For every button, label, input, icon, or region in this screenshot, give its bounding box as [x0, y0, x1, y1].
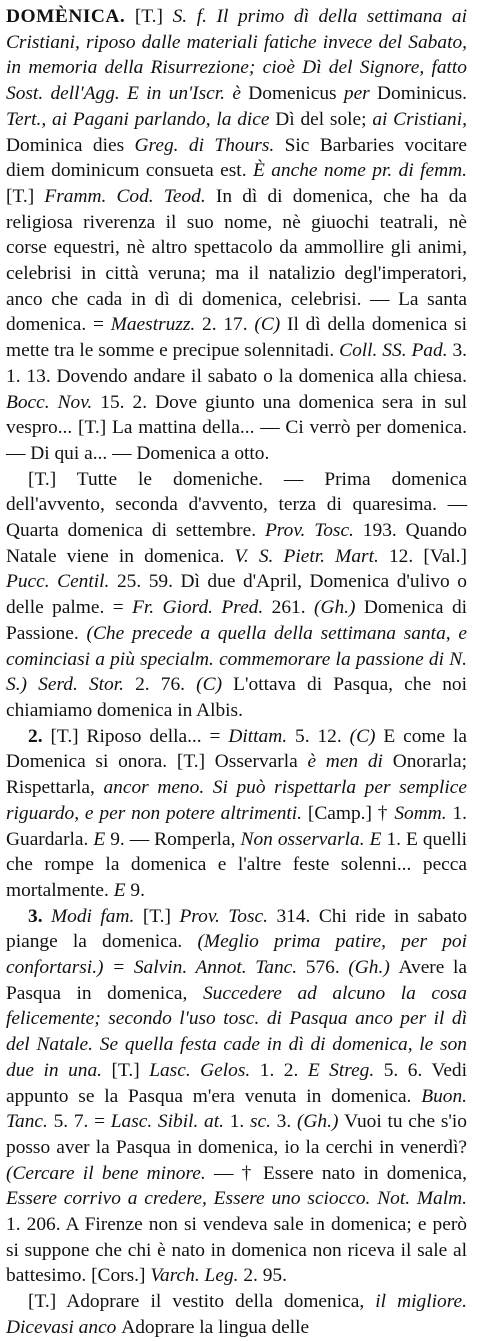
text-run: 1. E quelli che rompe la domenica e l'altre feste solenni... pecca mortalmente.	[6, 828, 467, 901]
italic-text-run: Prov. Tosc.	[264, 520, 363, 542]
text-run: Avere la Pasqua in domenica,	[6, 957, 467, 1004]
italic-text-run: E	[113, 879, 131, 901]
italic-text-run: Buon. Tanc.	[6, 1085, 467, 1133]
italic-text-run: (Gh.)	[313, 597, 364, 619]
text-run: [T.]	[6, 185, 45, 207]
italic-text-run: (Gh.)	[296, 1111, 345, 1133]
text-run: [T.]	[142, 905, 180, 927]
italic-text-run: Non osservarla. E	[240, 828, 387, 850]
italic-text-run: Essere corrivo a credere, Essere uno sciocco. Not. Malm.	[6, 1188, 467, 1210]
italic-text-run: È anche nome pr. di femm.	[252, 160, 467, 182]
italic-text-run: (C)	[196, 674, 234, 696]
text-run: Sic Barbaries vocitare diem dominicum consueta est.	[6, 134, 467, 182]
italic-text-run: Bocc. Nov.	[6, 391, 101, 413]
text-run: 1. 206. A Firenze non si vendeva sale in domenica; e però si suppone che chi è nato in domenica non riceva il sale al battesimo. [Cors.]	[6, 1214, 467, 1287]
italic-text-run: Tert., ai Pagani parlando, la dice	[6, 108, 276, 130]
text-run: [T.] Tutte le domeniche. — Prima domenica dell'avvento, seconda d'avvento, terza di quaresima. — Quarta domenica di settembre.	[6, 468, 467, 542]
italic-text-run: Lasc. Sibil. at.	[110, 1111, 230, 1133]
dictionary-entry-domenica	[6, 4, 467, 1341]
text-run: [T.]	[111, 1059, 150, 1081]
italic-text-run: (Cercare il bene minore.	[6, 1162, 214, 1184]
text-run: Dominicus.	[377, 83, 467, 105]
text-run: 12. [Val.]	[388, 545, 467, 567]
text-run: 576.	[305, 957, 349, 979]
text-run: 193. Quando Natale viene in domenica.	[6, 520, 467, 567]
text-run: 15. 2. Dove giunto una domenica sera in sul vespro... [T.] La mattina della... — Ci verrò per domenica. — Di qui a... — Domenica a otto.	[6, 391, 467, 464]
italic-text-run: Succedere ad alcuno la cosa felicemente; secondo l'uso tosc. di Pasqua anco per il dì del Natale. Se quella festa cade in dì di domenica, le son due in una.	[6, 982, 467, 1081]
italic-text-run: (Gh.)	[348, 957, 399, 979]
sense-number: 3.	[28, 905, 52, 927]
sense-number: 2.	[28, 725, 51, 747]
italic-text-run: Somm.	[394, 802, 453, 824]
italic-text-run: Greg. di Thours.	[134, 134, 285, 156]
text-run: 261.	[271, 597, 314, 619]
text-run: Dominica dies	[6, 134, 135, 156]
text-run: 3.	[276, 1111, 297, 1133]
text-run: [T.] Riposo della... =	[50, 725, 229, 747]
entry-sense-paragraph	[6, 467, 467, 724]
text-run: [Camp.] †	[307, 802, 395, 824]
italic-text-run: Fr. Giord. Pred.	[132, 597, 272, 619]
text-run: [T.]	[125, 6, 173, 27]
headword: DOMÈNICA.	[6, 6, 126, 27]
italic-text-run: V. S. Pietr. Mart.	[234, 545, 389, 567]
italic-text-run: E	[93, 828, 111, 850]
italic-text-run: (Meglio prima patire, per poi confortarsi.) = Salvin. Annot. Tanc.	[6, 931, 467, 979]
italic-text-run: Framm. Cod. Teod.	[44, 185, 216, 207]
italic-text-run: Varch. Leg.	[150, 1265, 244, 1287]
italic-text-run: Pucc. Centil.	[6, 571, 117, 593]
text-run: Vuoi tu che s'io posso aver la Pasqua in domenica, io la cerchi in venerdì?	[6, 1111, 467, 1158]
text-run: 1.	[229, 1111, 250, 1133]
italic-text-run: il migliore. Dicevasi anco	[6, 1291, 467, 1338]
text-run: 2. 95.	[243, 1265, 287, 1287]
text-run: E come la Domenica si onora. [T.] Osservarla	[6, 725, 468, 773]
italic-text-run: Coll. SS. Pad.	[339, 340, 453, 362]
text-run: In dì di domenica, che ha da religiosa riverenza il suo nome, nè giuochi teatrali, nè corse equestri, nè altro spettacolo da ammollire gli animi, celebrisi in città veruna; ma il natalizio degl'imperatori, anco che cada in dì di domenica, celebrisi. — La santa domenica. =	[6, 185, 468, 336]
text-run: L'ottava di Pasqua, che noi chiamiamo domenica in Albis.	[6, 674, 467, 721]
text-run: 9. — Romperla,	[110, 828, 241, 850]
italic-text-run: è men di	[307, 751, 393, 773]
italic-text-run: sc.	[249, 1111, 277, 1133]
entry-sense-paragraph	[6, 1289, 467, 1340]
text-run: 1. Guardarla.	[6, 802, 468, 850]
italic-text-run: Maestruzz.	[110, 314, 203, 336]
italic-text-run: per	[343, 83, 378, 105]
italic-text-run: Dittam.	[228, 725, 295, 747]
text-run: 2. 17.	[202, 314, 255, 336]
text-run: Dì del sole;	[275, 108, 373, 130]
italic-text-run: (C)	[349, 725, 384, 747]
text-run: 2. 76.	[135, 674, 197, 696]
entry-sense-paragraph	[6, 904, 467, 1290]
italic-text-run: Modi fam.	[51, 905, 143, 927]
text-run: 1. 2.	[259, 1059, 308, 1081]
text-run: 314. Chi ride in sabato piange la domenica.	[6, 905, 468, 953]
text-run: 5. 7. =	[53, 1111, 111, 1133]
text-run: — † Essere nato in domenica,	[213, 1162, 467, 1184]
text-run: Adoprare la lingua delle	[121, 1316, 310, 1338]
text-run: 3. 1. 13. Dovendo andare il sabato o la domenica alla chiesa.	[6, 340, 467, 387]
text-run: Il dì della domenica si mette tra le somme e precipue solennitadi.	[6, 314, 467, 362]
italic-text-run: (Che precede a quella della settimana santa, e cominciasi a più specialm. commemorare la passione di N. S.) Serd. Stor.	[6, 622, 467, 696]
entry-definition-paragraph	[6, 4, 467, 467]
entry-sense-paragraph	[6, 724, 467, 904]
text-run: [T.] Adoprare il vestito della domenica,	[28, 1291, 376, 1313]
italic-text-run: ai Cristiani,	[372, 108, 467, 130]
italic-text-run: ancor meno. Si può rispettarla per semplice riguardo, e per non potere altrimenti.	[6, 777, 467, 824]
italic-text-run: E Streg.	[307, 1059, 384, 1081]
italic-text-run: (C)	[254, 314, 287, 336]
text-run: 5. 6. Vedi appunto se la Pasqua m'era venuta in domenica.	[6, 1059, 468, 1107]
text-run: Domenicus	[248, 83, 344, 105]
italic-text-run: Prov. Tosc.	[179, 905, 277, 927]
text-run: Onorarla; Rispettarla,	[6, 751, 467, 799]
text-run: Domenica di Passione.	[6, 597, 468, 644]
italic-text-run: S. f. Il primo dì della settimana ai Cristiani, riposo dalle materiali fatiche invece del Sabato, in memoria della Risurrezione; cioè Dì del Signore, fatto Sost. dell'Agg. E in un'Iscr. è	[6, 6, 467, 105]
text-run: 25. 59. Dì due d'April, Domenica d'ulivo o delle palme. =	[6, 571, 467, 619]
italic-text-run: Lasc. Gelos.	[149, 1059, 260, 1081]
text-run: 5. 12.	[295, 725, 350, 747]
text-run: 9.	[130, 879, 145, 901]
